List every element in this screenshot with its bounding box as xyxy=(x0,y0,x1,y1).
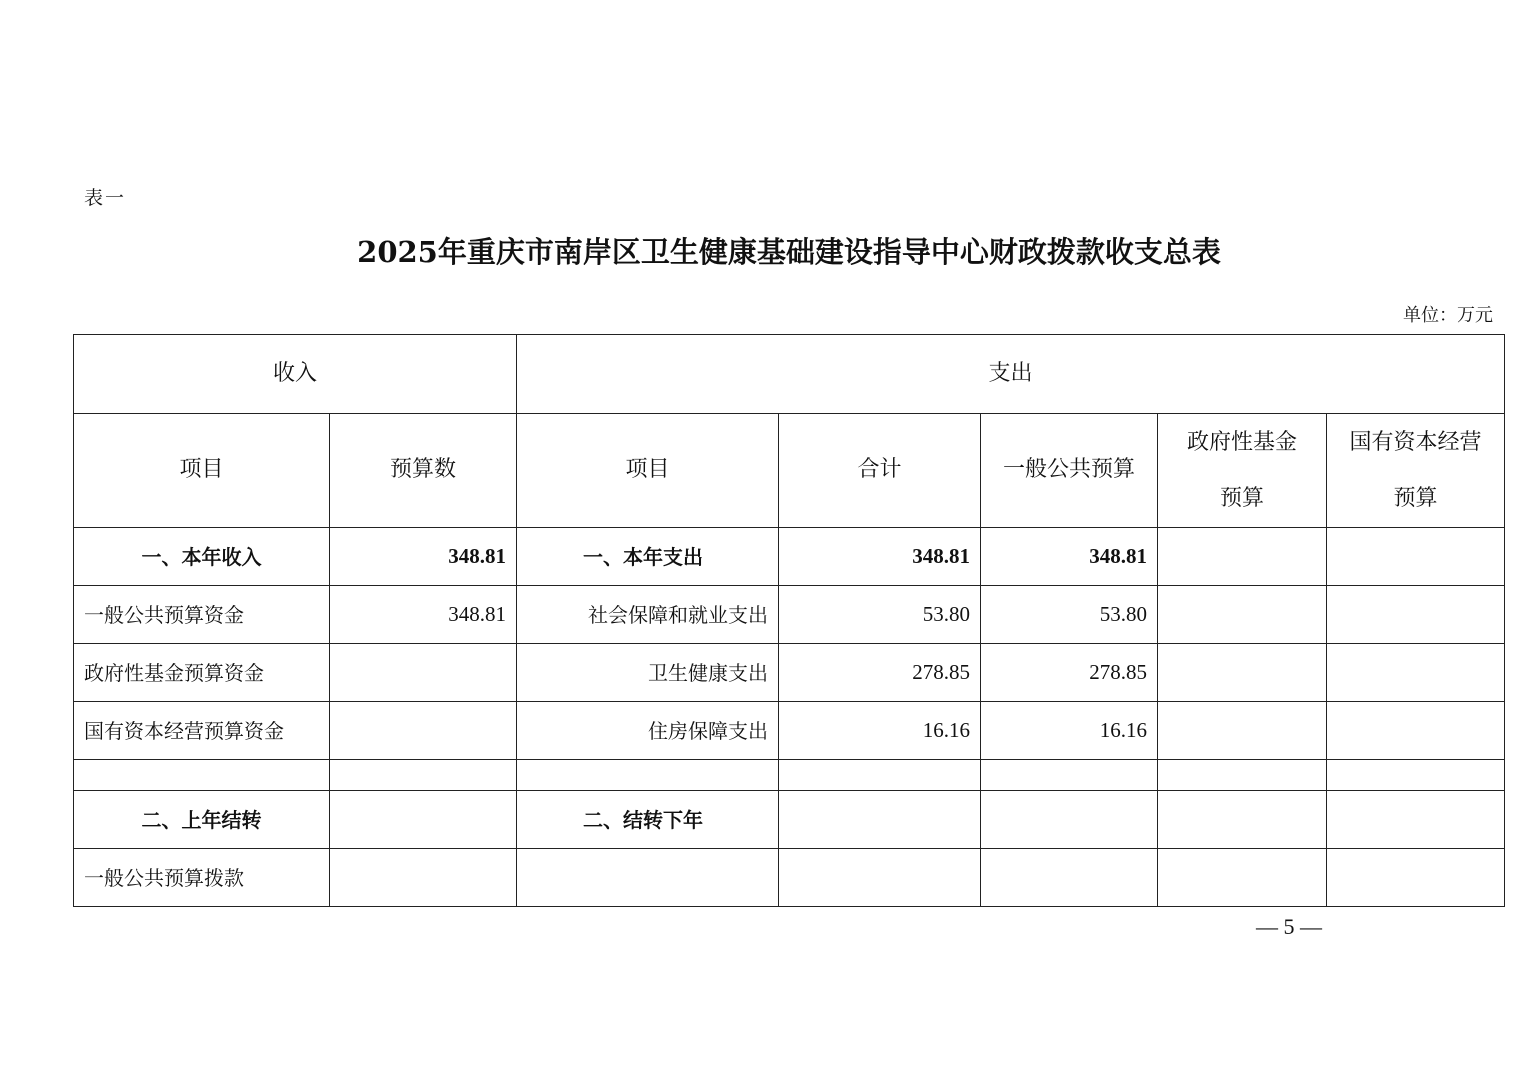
income-item-cell: 政府性基金预算资金 xyxy=(74,644,330,702)
general-budget-cell xyxy=(981,760,1158,791)
column-header-income-budget: 预算数 xyxy=(330,414,517,528)
income-item-cell: 二、上年结转 xyxy=(74,791,330,849)
gov-fund-cell xyxy=(1158,760,1327,791)
general-budget-cell: 53.80 xyxy=(981,586,1158,644)
state-capital-line-1: 国有资本经营 xyxy=(1349,429,1482,455)
expense-item-cell xyxy=(517,849,779,907)
gov-fund-cell xyxy=(1158,849,1327,907)
column-header-total: 合计 xyxy=(779,414,981,528)
income-budget-cell xyxy=(330,702,517,760)
expense-item-cell: 卫生健康支出 xyxy=(517,644,779,702)
state-capital-cell xyxy=(1327,644,1505,702)
expense-item-cell: 一、本年支出 xyxy=(517,528,779,586)
gov-fund-cell xyxy=(1158,528,1327,586)
expense-item-cell xyxy=(517,760,779,791)
column-header-general-budget: 一般公共预算 xyxy=(981,414,1158,528)
total-cell: 348.81 xyxy=(779,528,981,586)
expense-header: 支出 xyxy=(517,335,1505,414)
income-budget-cell: 348.81 xyxy=(330,528,517,586)
state-capital-cell xyxy=(1327,528,1505,586)
gov-fund-cell xyxy=(1158,586,1327,644)
general-budget-cell: 16.16 xyxy=(981,702,1158,760)
income-item-cell xyxy=(74,760,330,791)
state-capital-cell xyxy=(1327,849,1505,907)
income-budget-cell xyxy=(330,849,517,907)
table-row xyxy=(74,644,1505,702)
expense-item-cell: 社会保障和就业支出 xyxy=(517,586,779,644)
column-header-state-capital xyxy=(1327,414,1505,528)
column-header-income-item: 项目 xyxy=(74,414,330,528)
document-title: 2025年重庆市南岸区卫生健康基础建设指导中心财政拨款收支总表 xyxy=(357,235,1221,269)
state-capital-cell xyxy=(1327,791,1505,849)
column-header-gov-fund xyxy=(1158,414,1327,528)
income-budget-cell xyxy=(330,644,517,702)
income-budget-cell xyxy=(330,760,517,791)
income-header: 收入 xyxy=(74,335,517,414)
total-cell: 53.80 xyxy=(779,586,981,644)
income-budget-cell: 348.81 xyxy=(330,586,517,644)
gov-fund-cell xyxy=(1158,644,1327,702)
income-item-cell: 一般公共预算资金 xyxy=(74,586,330,644)
table-label: 表一 xyxy=(84,187,127,209)
table-row xyxy=(74,528,1505,586)
income-item-cell: 国有资本经营预算资金 xyxy=(74,702,330,760)
state-capital-cell xyxy=(1327,760,1505,791)
state-capital-cell xyxy=(1327,586,1505,644)
general-budget-cell: 348.81 xyxy=(981,528,1158,586)
table-row xyxy=(74,702,1505,760)
general-budget-cell: 278.85 xyxy=(981,644,1158,702)
income-budget-cell xyxy=(330,791,517,849)
general-budget-cell xyxy=(981,791,1158,849)
total-cell: 278.85 xyxy=(779,644,981,702)
state-capital-cell xyxy=(1327,702,1505,760)
state-capital-line-2: 预算 xyxy=(1393,485,1438,511)
total-cell xyxy=(779,760,981,791)
total-cell xyxy=(779,791,981,849)
unit-label: 单位：万元 xyxy=(1403,305,1493,326)
total-cell: 16.16 xyxy=(779,702,981,760)
general-budget-cell xyxy=(981,849,1158,907)
income-item-cell: 一、本年收入 xyxy=(74,528,330,586)
expense-item-cell: 二、结转下年 xyxy=(517,791,779,849)
table-row xyxy=(74,791,1505,849)
table-header-row-top xyxy=(74,335,1505,414)
page-number: — 5 — xyxy=(1256,914,1322,939)
table-row xyxy=(74,849,1505,907)
column-header-expense-item: 项目 xyxy=(517,414,779,528)
expense-item-cell: 住房保障支出 xyxy=(517,702,779,760)
gov-fund-line-2: 预算 xyxy=(1220,485,1265,511)
table-header-row-columns xyxy=(74,414,1505,528)
budget-summary-table xyxy=(73,334,1505,907)
table-row xyxy=(74,586,1505,644)
gov-fund-cell xyxy=(1158,702,1327,760)
gov-fund-cell xyxy=(1158,791,1327,849)
gov-fund-line-1: 政府性基金 xyxy=(1187,429,1298,455)
table-row-blank xyxy=(74,760,1505,791)
total-cell xyxy=(779,849,981,907)
income-item-cell: 一般公共预算拨款 xyxy=(74,849,330,907)
